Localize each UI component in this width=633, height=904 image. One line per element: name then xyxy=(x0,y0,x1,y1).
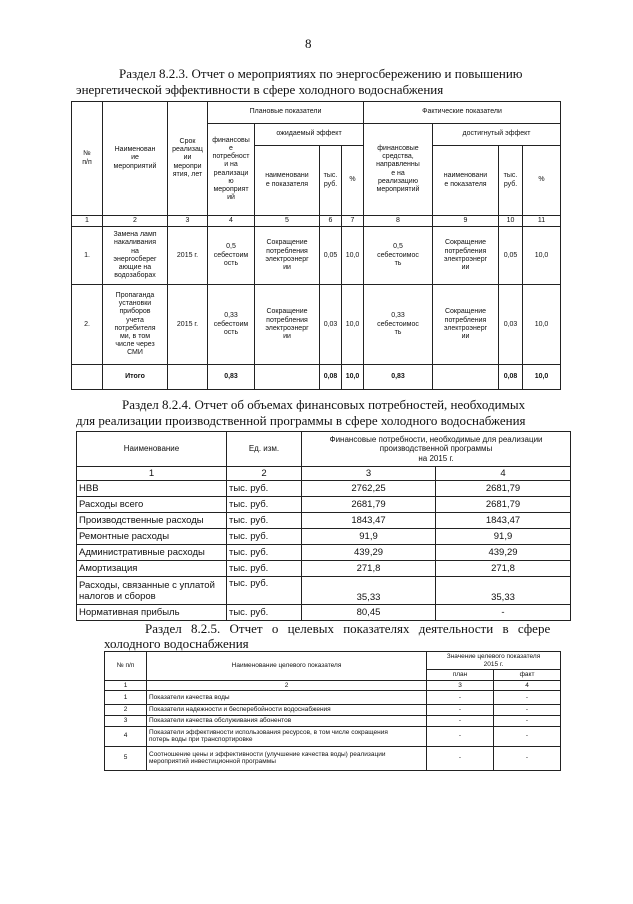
header-expected: ожидаемый эффект xyxy=(255,124,364,146)
col-num: 2 xyxy=(227,467,302,481)
row-value-3: 91,9 xyxy=(302,529,436,545)
total-exp-pct: 10,0 xyxy=(342,365,364,390)
table-row xyxy=(72,285,561,365)
row-name: Амортизация xyxy=(77,561,227,577)
row-fact: - xyxy=(494,716,561,727)
table-row xyxy=(105,705,561,716)
row-name: Замена ламп накаливания на энергосберег ающие на водозаборах xyxy=(103,227,168,285)
header-unit: Ед. изм. xyxy=(227,432,302,467)
col-num: 4 xyxy=(494,680,561,691)
header-name: Наименование xyxy=(77,432,227,467)
row-value-3: 2681,79 xyxy=(302,497,436,513)
row-plan: - xyxy=(427,716,494,727)
header-num: № п/п xyxy=(72,102,103,216)
table-row xyxy=(77,529,571,545)
header-plan: план xyxy=(427,670,494,681)
row-num: 4 xyxy=(105,726,147,746)
row-ach-pct: 10,0 xyxy=(523,285,561,365)
row-value-4: - xyxy=(436,605,571,621)
table-row xyxy=(72,227,561,285)
row-exp-pct: 10,0 xyxy=(342,227,364,285)
row-plan: - xyxy=(427,746,494,770)
col-num: 3 xyxy=(168,216,208,227)
row-name: НВВ xyxy=(77,481,227,497)
col-num: 1 xyxy=(77,467,227,481)
table-row xyxy=(77,577,571,605)
row-unit: тыс. руб. xyxy=(227,513,302,529)
col-num: 7 xyxy=(342,216,364,227)
row-ach-trub: 0,05 xyxy=(499,227,523,285)
row-unit: тыс. руб. xyxy=(227,561,302,577)
row-num: 2 xyxy=(105,705,147,716)
row-exp-trub: 0,03 xyxy=(320,285,342,365)
header-achieved: достигнутый эффект xyxy=(433,124,561,146)
header-trub-2: тыс. руб. xyxy=(499,146,523,216)
row-name: Показатели качества воды xyxy=(147,691,427,705)
total-plan-fin: 0,83 xyxy=(208,365,255,390)
row-value-4: 1843,47 xyxy=(436,513,571,529)
row-value-3: 271,8 xyxy=(302,561,436,577)
row-name: Расходы всего xyxy=(77,497,227,513)
table-row xyxy=(77,513,571,529)
row-plan: - xyxy=(427,691,494,705)
header-value: Значение целевого показателя 2015 г. xyxy=(427,652,561,670)
row-fact: - xyxy=(494,726,561,746)
row-unit: тыс. руб. xyxy=(227,605,302,621)
col-num: 5 xyxy=(255,216,320,227)
row-plan: - xyxy=(427,726,494,746)
row-unit: тыс. руб. xyxy=(227,529,302,545)
header-fin: Финансовые потребности, необходимые для реализации производственной программы на 2015 г. xyxy=(302,432,571,467)
header-term: Срок реализац ии меропри ятия, лет xyxy=(168,102,208,216)
row-value-4: 271,8 xyxy=(436,561,571,577)
header-ind-name-2: наименовани е показателя xyxy=(433,146,499,216)
row-fact-fin: 0,33 себестоимос ть xyxy=(364,285,433,365)
row-value-4: 2681,79 xyxy=(436,481,571,497)
total-exp-trub: 0,08 xyxy=(320,365,342,390)
section-8-2-3-heading-line1: Раздел 8.2.3. Отчет о мероприятиях по энергосбережению и повышению xyxy=(119,66,523,81)
row-name: Производственные расходы xyxy=(77,513,227,529)
row-unit: тыс. руб. xyxy=(227,481,302,497)
col-num: 8 xyxy=(364,216,433,227)
col-num: 1 xyxy=(72,216,103,227)
table-row xyxy=(77,481,571,497)
section-8-2-4-heading-line2: для реализации производственной программы в сфере холодного водоснабжения xyxy=(76,413,526,428)
row-fact: - xyxy=(494,746,561,770)
row-name: Показатели качества обслуживания абонентов xyxy=(147,716,427,727)
header-ind-name: наименовани е показателя xyxy=(255,146,320,216)
row-fact: - xyxy=(494,705,561,716)
row-unit: тыс. руб. xyxy=(227,577,302,605)
row-unit: тыс. руб. xyxy=(227,545,302,561)
row-value-4: 439,29 xyxy=(436,545,571,561)
row-fact: - xyxy=(494,691,561,705)
row-num: 1 xyxy=(105,691,147,705)
table-row xyxy=(105,726,561,746)
row-plan: - xyxy=(427,705,494,716)
col-num: 4 xyxy=(208,216,255,227)
header-pct-2: % xyxy=(523,146,561,216)
col-num: 11 xyxy=(523,216,561,227)
row-value-3: 1843,47 xyxy=(302,513,436,529)
row-name: Показатели надежности и бесперебойности водоснабжения xyxy=(147,705,427,716)
col-num: 2 xyxy=(103,216,168,227)
row-name: Показатели эффективности использования ресурсов, в том числе сокращения потерь воды при транспортировке xyxy=(147,726,427,746)
row-value-3: 35,33 xyxy=(302,577,436,605)
row-term: 2015 г. xyxy=(168,227,208,285)
page-number: 8 xyxy=(305,36,312,51)
section-8-2-5-heading-line2: холодного водоснабжения xyxy=(104,636,249,651)
col-num: 9 xyxy=(433,216,499,227)
col-num: 4 xyxy=(436,467,571,481)
header-num: № п/п xyxy=(105,652,147,681)
header-trub: тыс. руб. xyxy=(320,146,342,216)
row-name: Нормативная прибыль xyxy=(77,605,227,621)
table-row xyxy=(105,716,561,727)
row-num: 1. xyxy=(72,227,103,285)
row-value-4: 2681,79 xyxy=(436,497,571,513)
energy-saving-table xyxy=(71,101,561,390)
table-row xyxy=(77,497,571,513)
row-ach-pct: 10,0 xyxy=(523,227,561,285)
section-8-2-3-heading-line2: энергетической эффективности в сфере холодного водоснабжения xyxy=(76,82,444,97)
header-plan-fin: финансовы е потребност и на реализаци ю мероприят ий xyxy=(208,124,255,216)
row-value-4: 91,9 xyxy=(436,529,571,545)
row-exp-name: Сокращение потребления электроэнерг ии xyxy=(255,285,320,365)
row-ach-name: Сокращение потребления электроэнерг ии xyxy=(433,285,499,365)
total-label: Итого xyxy=(103,365,168,390)
row-num: 5 xyxy=(105,746,147,770)
header-planned: Плановые показатели xyxy=(208,102,364,124)
header-name: Наименование целевого показателя xyxy=(147,652,427,681)
header-fact: факт xyxy=(494,670,561,681)
col-num: 1 xyxy=(105,680,147,691)
row-name: Ремонтные расходы xyxy=(77,529,227,545)
header-actual: Фактические показатели xyxy=(364,102,561,124)
table-row xyxy=(77,545,571,561)
section-8-2-4-heading-line1: Раздел 8.2.4. Отчет об объемах финансовых потребностей, необходимых xyxy=(122,397,526,412)
table-row xyxy=(77,561,571,577)
target-indicators-table xyxy=(104,651,561,771)
header-pct: % xyxy=(342,146,364,216)
row-term: 2015 г. xyxy=(168,285,208,365)
row-name: Расходы, связанные с уплатой налогов и сборов xyxy=(77,577,227,605)
table-row xyxy=(77,605,571,621)
row-exp-name: Сокращение потребления электроэнерг ии xyxy=(255,227,320,285)
table-row xyxy=(105,691,561,705)
row-name: Пропаганда установки приборов учета потребителя ми, в том числе через СМИ xyxy=(103,285,168,365)
row-exp-trub: 0,05 xyxy=(320,227,342,285)
col-num: 3 xyxy=(427,680,494,691)
row-ach-name: Сокращение потребления электроэнерг ии xyxy=(433,227,499,285)
row-value-3: 80,45 xyxy=(302,605,436,621)
row-num: 3 xyxy=(105,716,147,727)
col-num: 2 xyxy=(147,680,427,691)
row-value-4: 35,33 xyxy=(436,577,571,605)
row-num: 2. xyxy=(72,285,103,365)
financial-needs-table xyxy=(76,431,571,621)
total-fact-fin: 0,83 xyxy=(364,365,433,390)
table-row xyxy=(105,746,561,770)
col-num: 6 xyxy=(320,216,342,227)
row-exp-pct: 10,0 xyxy=(342,285,364,365)
section-8-2-5-heading-line1: Раздел 8.2.5. Отчет о целевых показателях деятельности в сфере xyxy=(145,621,551,636)
row-name: Административные расходы xyxy=(77,545,227,561)
row-value-3: 439,29 xyxy=(302,545,436,561)
row-name: Соотношение цены и эффективности (улучшение качества воды) реализации мероприятий инвестиционной программы xyxy=(147,746,427,770)
header-name: Наименован ие мероприятий xyxy=(103,102,168,216)
row-ach-trub: 0,03 xyxy=(499,285,523,365)
row-value-3: 2762,25 xyxy=(302,481,436,497)
total-ach-pct: 10,0 xyxy=(523,365,561,390)
row-plan-fin: 0,5 себестоим ость xyxy=(208,227,255,285)
col-num: 3 xyxy=(302,467,436,481)
total-row xyxy=(72,365,561,390)
col-num: 10 xyxy=(499,216,523,227)
header-fact-fin: финансовые средства, направленны е на реализацию мероприятий xyxy=(364,124,433,216)
row-plan-fin: 0,33 себестоим ость xyxy=(208,285,255,365)
row-fact-fin: 0,5 себестоимос ть xyxy=(364,227,433,285)
row-unit: тыс. руб. xyxy=(227,497,302,513)
total-ach-trub: 0,08 xyxy=(499,365,523,390)
